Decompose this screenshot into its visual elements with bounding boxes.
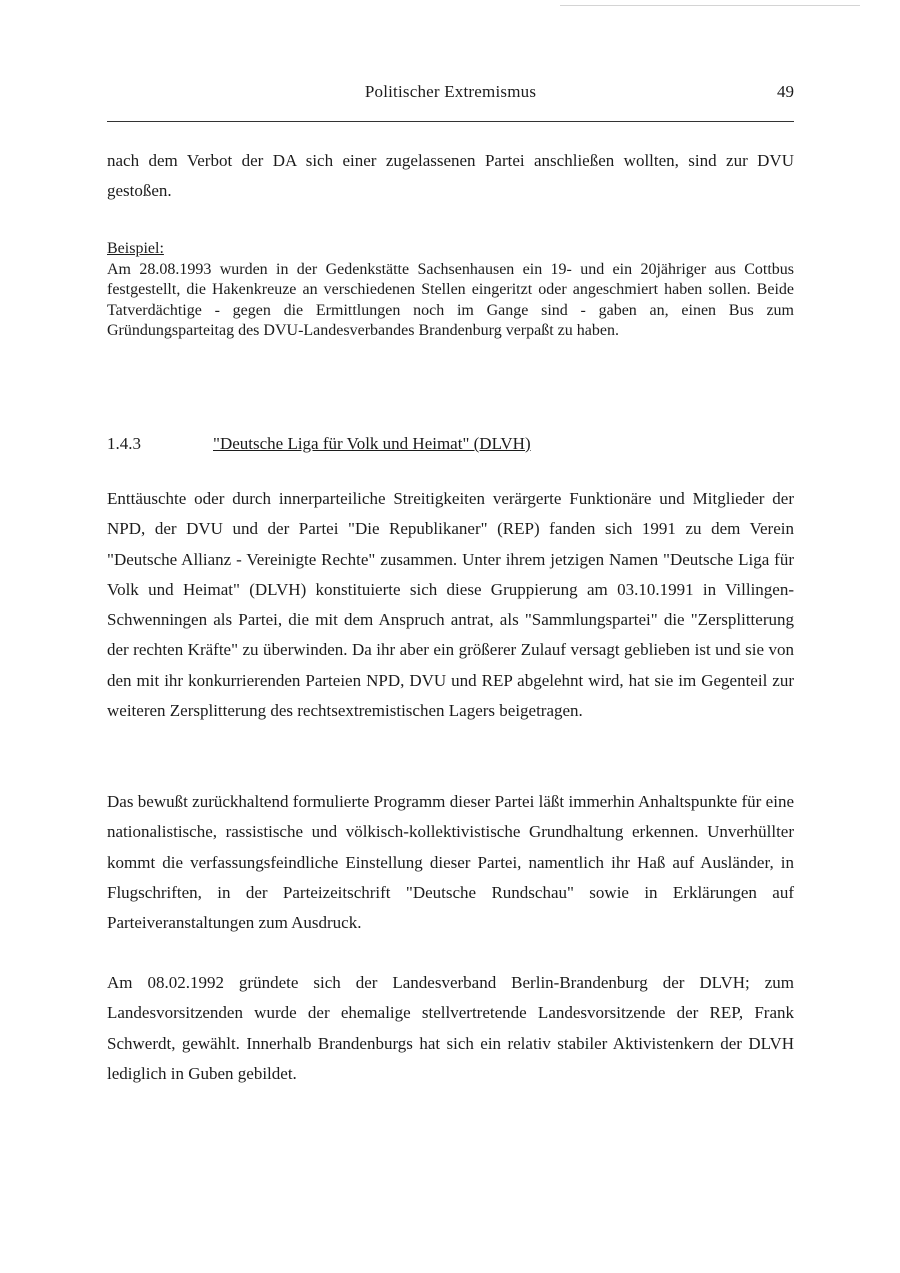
intro-paragraph: nach dem Verbot der DA sich einer zugelassenen Partei anschließen wollten, sind zur DVU gestoßen. — [107, 151, 794, 200]
running-title: Politischer Extremismus — [364, 82, 537, 101]
example-label: Beispiel: — [107, 240, 164, 257]
body-paragraph-3: Am 08.02.1992 gründete sich der Landesverband Berlin-Brandenburg der DLVH; zum Landesvorsitzenden wurde der ehemalige stellvertretende Landesvorsitzende der REP, Frank Schwerdt, gewählt. Innerhalb Brandenburgs hat sich ein relativ stabiler Aktivistenkern der DLVH lediglich in Guben gebildet. — [107, 973, 794, 1083]
example-block — [107, 239, 794, 342]
header-divider — [107, 121, 794, 122]
body-paragraph-2: Das bewußt zurückhaltend formulierte Programm dieser Partei läßt immerhin Anhaltspunkte für eine nationalistische, rassistische und völkisch-kollektivistische Grundhaltung erkennen. Unverhüllter kommt die verfassungsfeindliche Einstellung dieser Partei, namentlich ihr Haß auf Ausländer, in Flugschriften, in der Parteizeitschrift "Deutsche Rundschau" sowie in Erklärungen auf Parteiveranstaltungen zum Ausdruck. — [107, 792, 794, 933]
page-number: 49 — [777, 82, 794, 101]
page-header — [107, 82, 794, 112]
body-paragraph-1: Enttäuschte oder durch innerparteiliche Streitigkeiten verärgerte Funktionäre und Mitglieder der NPD, der DVU und der Partei "Die Republikaner" (REP) fanden sich 1991 zu dem Verein "Deutsche Allianz - Vereinigte Rechte" zusammen. Unter ihrem jetzigen Namen "Deutsche Liga für Volk und Heimat" (DLVH) konstituierte sich diese Gruppierung am 03.10.1991 in Villingen-Schwenningen als Partei, die mit dem Anspruch antrat, als "Sammlungspartei" die "Zersplitterung der rechten Kräfte" zu überwinden. Da ihr aber ein größerer Zulauf versagt geblieben ist und sie von den mit ihr konkurrierenden Parteien NPD, DVU und REP abgelehnt wird, hat sie im Gegenteil zur weiteren Zersplitterung des rechtsextremistischen Lagers beigetragen. — [107, 489, 794, 721]
example-text: Am 28.08.1993 wurden in der Gedenkstätte Sachsenhausen ein 19- und ein 20jähriger aus Cottbus festgestellt, die Hakenkreuze an verschiedenen Stellen eingeritzt oder angeschmiert haben sollen. Beide Tatverdächtige - gegen die Ermittlungen noch im Gange sind - gaben an, einen Bus zum Gründungsparteitag des DVU-Landesverbandes Brandenburg verpaßt zu haben. — [107, 260, 794, 339]
section-title: "Deutsche Liga für Volk und Heimat" (DLVH) — [213, 434, 531, 453]
section-number: 1.4.3 — [107, 434, 141, 453]
scan-edge-line — [560, 5, 860, 6]
